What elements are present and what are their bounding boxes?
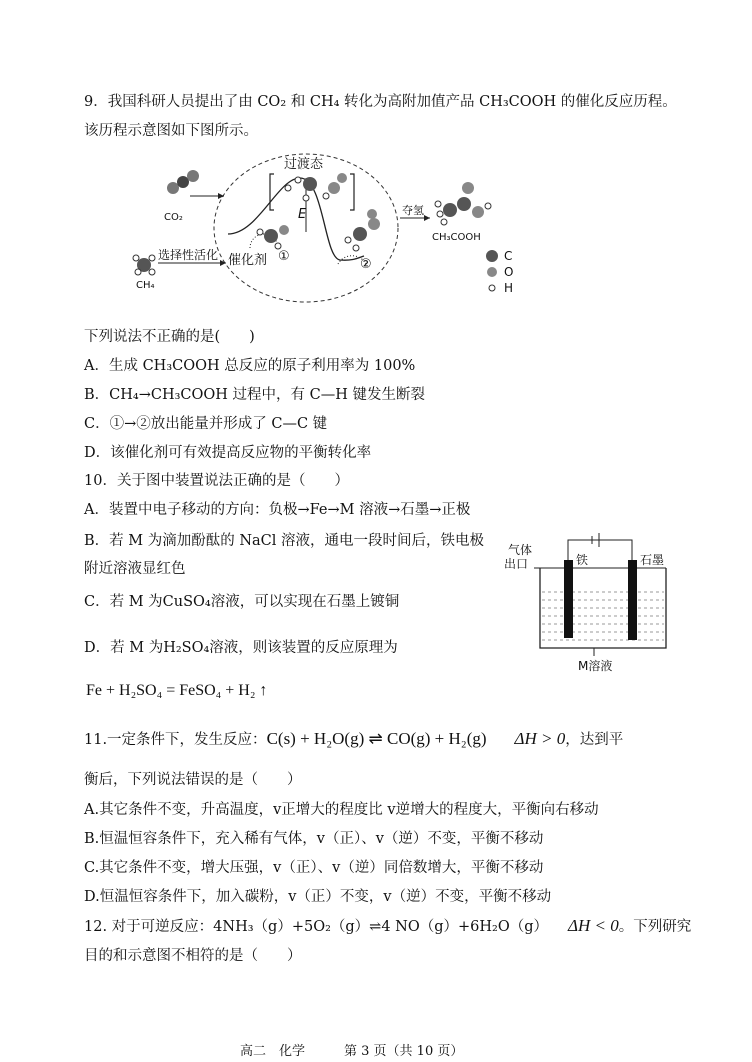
- gas-outlet-label-1: 气体: [508, 543, 533, 557]
- legend-o: O: [504, 265, 514, 279]
- q10-equation: Fe + H₂SO₄ = FeSO₄ + H₂ ↑: [86, 682, 268, 699]
- graphite-label: 石墨: [640, 553, 665, 567]
- q11-stem-pre: 11.一定条件下，发生反应：: [84, 732, 267, 748]
- q11-option-b: B.恒温恒容条件下，充入稀有气体，v（正）、v（逆）不变，平衡不移动: [84, 831, 544, 847]
- q11-dh: ΔH > 0: [514, 729, 566, 748]
- co2-molecule: [167, 170, 199, 194]
- catalyst-label: 催化剂: [228, 253, 268, 268]
- q9-reaction-figure: [128, 148, 528, 310]
- q9-stem-line2: 该历程示意图如下图所示。: [84, 123, 258, 139]
- q12-stem-line2: 目的和示意图不相符的是（ ）: [84, 948, 302, 964]
- q11-equation: C(s) + H₂O(g) ⇌ CO(g) + H₂(g): [266, 729, 487, 748]
- q11-stem-post: ，达到平: [565, 732, 624, 748]
- q10-option-b-cont: 附近溶液显红色: [84, 561, 186, 577]
- gas-outlet-label-2: 出口: [504, 557, 529, 571]
- q9-option-b: B．CH₄→CH₃COOH 过程中，有 C—H 键发生断裂: [84, 387, 425, 403]
- q10-option-c: C．若 M 为CuSO₄溶液，可以实现在石墨上镀铜: [84, 594, 400, 610]
- legend-h-dot: [489, 285, 495, 291]
- q12-stem-post: 。下列研究: [618, 919, 692, 935]
- q10-option-b: B．若 M 为滴加酚酞的 NaCl 溶液，通电一段时间后，铁电极: [84, 533, 485, 549]
- q9-option-d: D．该催化剂可有效提高反应物的平衡转化率: [84, 445, 372, 461]
- q11-option-c: C.其它条件不变，增大压强，v（正）、v（逆）同倍数增大，平衡不移动: [84, 860, 544, 876]
- q9-question: 下列说法不正确的是( ): [84, 329, 255, 345]
- solution: [542, 592, 664, 640]
- step1-label: ①: [278, 249, 290, 264]
- q10-option-d: D．若 M 为H₂SO₄溶液，则该装置的反应原理为: [84, 640, 398, 656]
- q11-option-a: A.其它条件不变，升高温度，v正增大的程度比 v逆增大的程度大，平衡向右移动: [84, 802, 599, 818]
- legend-c: C: [504, 249, 513, 263]
- q10-electrolysis-figure: [500, 530, 675, 675]
- ch3cooh-molecule: [435, 182, 491, 225]
- page-footer: 高二 化学 第 3 页（共 10 页）: [240, 1044, 464, 1059]
- co2-label: CO₂: [164, 212, 183, 223]
- abstract-h-label: 夺氢: [402, 204, 424, 217]
- transition-molecule: [285, 173, 347, 201]
- q9-option-a: A．生成 CH₃COOH 总反应的原子利用率为 100%: [84, 358, 416, 374]
- q12-dh: ΔH < 0: [568, 916, 619, 935]
- energy-curve: [228, 178, 364, 260]
- q11-stem-line1: [84, 729, 623, 750]
- legend-c-dot: [486, 250, 498, 262]
- q12-stem: 12. 对于可逆反应：4NH₃（g）+5O₂（g）⇌4 NO（g）+6H₂O（g）: [84, 919, 549, 935]
- step2-label: ②: [360, 257, 372, 272]
- legend-o-dot: [487, 267, 497, 277]
- q9-stem-line1: 9．我国科研人员提出了由 CO₂ 和 CH₄ 转化为高附加值产品 CH₃COOH 的催化反应历程。: [84, 94, 677, 110]
- q10-stem: 10．关于图中装置说法正确的是（ ）: [84, 473, 349, 489]
- q10-option-a: A．装置中电子移动的方向：负极→Fe→M 溶液→石墨→正极: [84, 502, 471, 518]
- graphite-electrode: [628, 560, 637, 640]
- iron-electrode: [564, 560, 573, 638]
- solution-label: M溶液: [578, 659, 613, 673]
- ea-label: E: [298, 207, 307, 222]
- ch4-molecule: [133, 255, 155, 275]
- iron-label: 铁: [576, 553, 589, 567]
- legend-h: H: [504, 281, 514, 295]
- product-label: CH₃COOH: [432, 232, 481, 243]
- q11-option-d: D.恒温恒容条件下，加入碳粉，v（正）不变，v（逆）不变，平衡不移动: [84, 889, 552, 905]
- ch4-label: CH₄: [136, 280, 155, 291]
- q9-option-c: C．①→②放出能量并形成了 C—C 键: [84, 416, 328, 432]
- q12-stem-line1: [84, 916, 691, 937]
- transition-state-label: 过渡态: [284, 157, 324, 172]
- q11-stem-line2: 衡后，下列说法错误的是（ ）: [84, 772, 302, 788]
- selective-activation-label: 选择性活化: [158, 248, 219, 262]
